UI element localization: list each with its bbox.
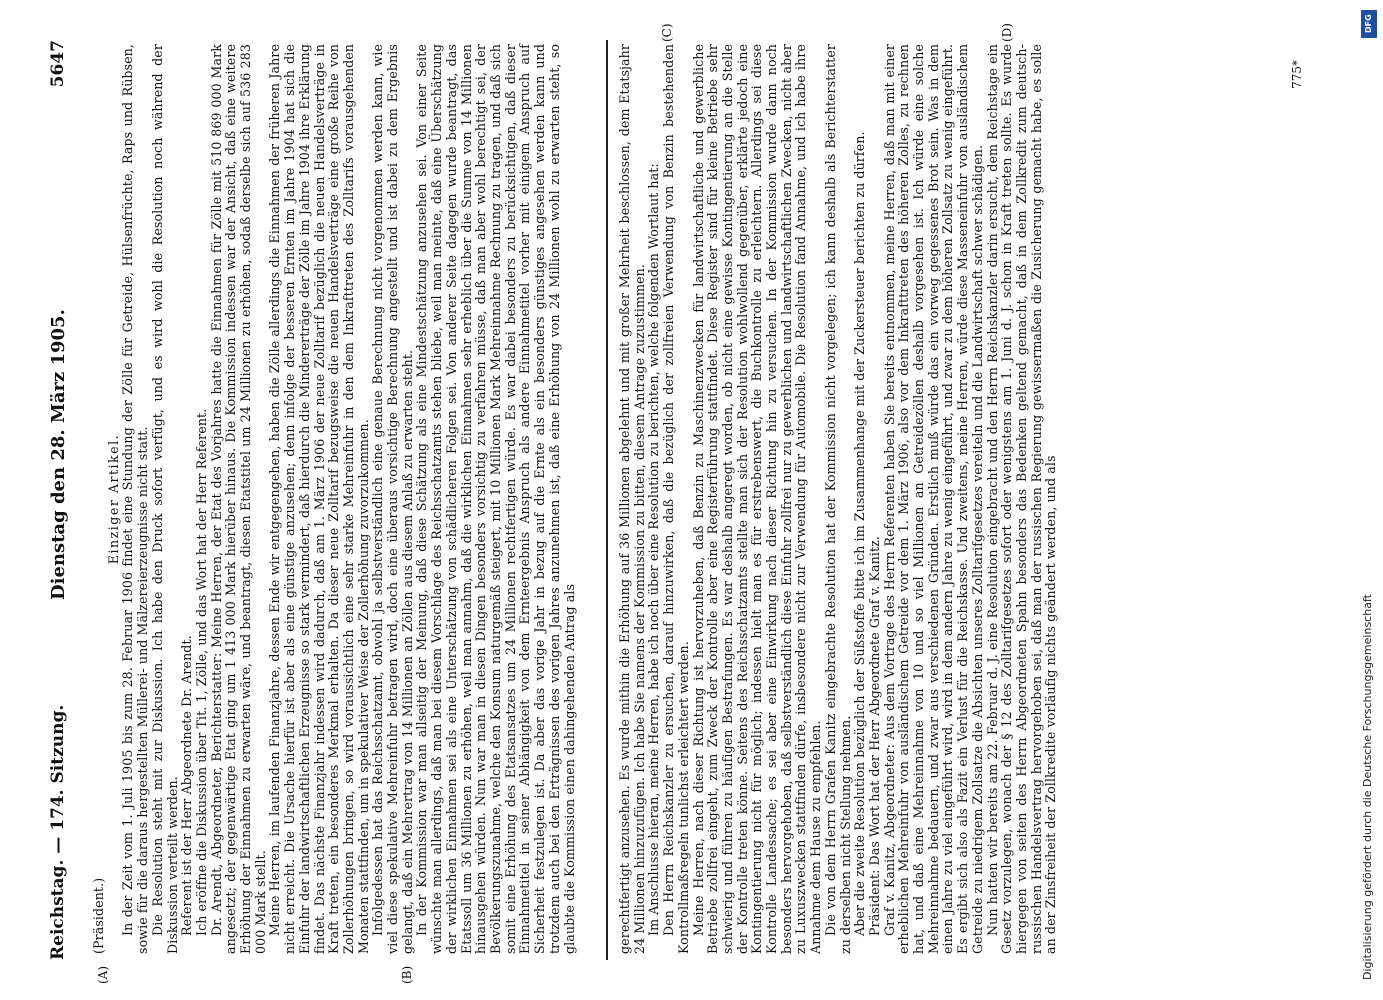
signature-mark: 775*	[1290, 60, 1304, 89]
article-heading: Einziger Artikel.	[105, 433, 121, 565]
digitization-note	[1357, 0, 1377, 1000]
speaker-label: (Präsident.)	[91, 877, 106, 954]
dfg-logo: DFG	[1361, 10, 1377, 38]
quoted-resolution: Den Herrn Reichskanzler zu ersuchen, darauf hinzuwirken, daß die bezüglich der zollfreien Verwendung von Benzin bestehenden Kontrollmaßregeln tunlichst erleichtert werden.	[661, 44, 691, 954]
paragraph: gerechtfertigt anzusehen. Es wurde mithin die Erhöhung auf 36 Millionen abgelehnt und mit großer Mehrheit beschlossen, dem Etatsjahr 24 Millionen hinzuzufügen. Ich habe Sie namens der Kommission zu bitten, diesem Antrage zuzustimmen.	[617, 44, 647, 954]
page-header	[40, 40, 84, 960]
column-left	[92, 44, 597, 954]
column-right	[618, 44, 1308, 954]
paragraph: Infolgedessen hat das Reichsschatzamt, obwohl ja selbstverständlich eine genaue Berechnung nicht vorgenommen werden kann, wie viel diese spekulative Mehreinfuhr betragen wird, doch eine überaus vorsichtige Berechnung angestellt und ist dabei zu dem Ergebnis gelangt, daß ein Mehrertrag von 14 Millionen an Zöllen aus diesem Anlaß zu erwarten steht.	[370, 44, 415, 954]
header-left: Reichstag. — 174. Sitzung.	[48, 704, 68, 960]
paragraph: Die von dem Herrn Grafen Kanitz eingebrachte Resolution hat der Kommission nicht vorgelegen; ich kann deshalb als Berichterstatter zu derselben nicht Stellung nehmen.	[822, 44, 853, 954]
page-number: 5647	[48, 40, 68, 88]
paragraph: Ich eröffne die Diskussion über Tit. 1, Zölle, und das Wort hat der Herr Referent.	[193, 408, 209, 936]
paragraph: Dr. Arendt, Abgeordneter, Berichterstatter: Meine Herren, der Etat des Vorjahres hatte die Einnahmen für Zölle mit 510 869 000 Mark angesetzt; der gegenwärtige Etat ging um 1 413 000 Mark hierüber hinaus. Die Kommission indessen war der Ansicht, daß eine weitere Erhöhung der Einnahmen zu erwarten wäre, und beantragt, diesen Etatstitel um 24 Millionen zu erhöhen, sodaß derselbe sich auf 536 283 000 Mark stellt.	[208, 44, 268, 954]
paragraph: Aber die zweite Resolution bezüglich der Süßstoffe bitte ich im Zusammenhange mit der Zuckersteuer berichten zu dürfen.	[852, 131, 868, 936]
paragraph: Präsident: Das Wort hat der Herr Abgeordnete Graf v. Kanitz.	[866, 535, 882, 936]
paragraph: Nun hatten wir bereits am 22. Februar d. J. eine Resolution eingebracht und den Herrn Reichskanzler darin ersucht, dem Reichstage ein Gesetz vorzulegen, wonach der § 12 des Zolltarifgesetzes sofort oder wenigstens am 1. Juni d. J. schon in Kraft treten sollte. Es wurde hiergegen von seiten des Herrn Abgeordneten Spahn besonders das Bedenken geltend gemacht, daß in dem Zollkredit zum deutsch-russischen Handelsvertrag hervorgehoben sei, daß man der russischen Regierung gewissermaßen die Zusicherung gemacht habe, es solle an der Zinsfreiheit der Zollkredite vorläufig nichts geändert werden, und als	[984, 44, 1059, 954]
paragraph: Meine Herren, nach dieser Richtung ist hervorzuheben, daß Benzin zu Maschinenzwecken für landwirtschaftliche und gewerbliche Betriebe zollfrei eingeht, zum Zweck der Kontrolle aber eine Registerführung stattfindet. Diese Register sind für kleine Betriebe sehr schwierig und führen zu häufigen Bestrafungen. Es war deshalb angeregt worden, ob nicht eine gewisse Kontingentierung an die Stelle der Kontrolle treten könne. Seitens des Reichsschatzamts stellte man sich der Resolution wohlwollend gegenüber, erklärte jedoch eine Kontingentierung nicht für möglich; indessen hielt man es für erstrebenswert, die Buchkontrolle zu erleichtern. Allerdings sei diese Kontrolle Landessache; es sei aber eine Einwirkung nach dieser Richtung hin zu versuchen. In der Kommission wurde dann noch besonders hervorgehoben, daß selbstverständlich diese Einfuhr zollfrei nur zu gewerblichen und landwirtschaftlichen Zwecken, nicht aber zu Luxuszwecken stattfinden dürfe, insbesondere nicht zur Verwendung für Automobile. Die Resolution fand Annahme, und ich habe ihre Annahme dem Hause zu empfehlen.	[690, 44, 824, 954]
paragraph: In der Zeit vom 1. Juli 1905 bis zum 28. Februar 1906 findet eine Stundung der Zölle für Getreide, Hülsenfrüchte, Raps und Rübsen, sowie für die daraus hergestellten Müllerei- und Mälzereierzeugnisse nicht statt.	[120, 44, 151, 954]
column-divider	[606, 40, 608, 960]
paragraph: In der Kommission war man allseitig der Meinung, daß diese Schätzung als eine Mindestschätzung anzusehen sei. Von einer Seite wünschte man allerdings, daß man bei diesem Vorschlage des Reichsschatzamts stehen bliebe, weil man meinte, daß eine Überschätzung der wirklichen Einnahmen sei als eine Unterschätzung von schädlicheren Folgen sei. Von anderer Seite dagegen wurde beantragt, das Etatssoll um 36 Millionen zu erhöhen, weil man annahm, daß die wirklichen Einnahmen sehr erheblich über die Summe von 14 Millionen hinausgehen würden. Nun war man in diesen Dingen besonders vorsichtig zu verfahren müsse, daß man aber wohl berechtigt sei, der Bevölkerungszunahme, welche den Konsum naturgemäß steigert, mit 10 Millionen Mark Mehreinnahme Rechnung zu tragen, und daß sich somit eine Erhöhung des Etatsansatzes um 24 Millionen rechtfertigen würde. Es war dabei besonders zu berücksichtigen, daß dieser Einnahmetitel in seiner Abhängigkeit von dem Ernteergebnis Anspruch als andere Einnahmetitel vorher mit einigem Anspruch auf Sicherheit festzulegen ist. Da aber das vorige Jahr in bezug auf die Ernte als ein besonders günstiges angesehen werden kann und trotzdem auch bei den Erträgnissen des vorigen Jahres anzunehmen ist, daß eine Erhöhung von 24 Millionen wohl zu erwarten steht, so glaubte die Kommission einen dahingehenden Antrag als	[414, 44, 577, 954]
margin-mark-c: (C)	[660, 23, 674, 42]
margin-mark-a: (A)	[96, 965, 110, 984]
margin-mark-b: (B)	[400, 965, 414, 984]
paragraph: Die Resolution steht mit zur Diskussion. Ich habe den Druck sofort verfügt, und es wird wohl die Resolution noch während der Diskussion verteilt werden.	[149, 44, 180, 954]
paragraph: Im Anschlusse hieran, meine Herren, habe ich noch über eine Resolution zu berichten, welche folgenden Wortlaut hat:	[646, 163, 662, 936]
paragraph: Referent ist der Herr Abgeordnete Dr. Arendt.	[179, 635, 195, 936]
paragraph: Graf v. Kanitz, Abgeordneter: Aus dem Vortrage des Herrn Referenten haben Sie bereits entnommen, meine Herren, daß man mit einer erheblichen Mehreinfuhr von ausländischem Getreide vor dem 1. März 1906, also vor dem Inkrafttreten des höheren Zolles, zu rechnen hat, und daß eine Mehreinnahme von 10 und so viel Millionen an Getreidezöllen deshalb vorgesehen ist. Ich würde eine solche Mehreinnahme bedauern, und zwar aus verschiedenen Gründen. Erstlich muß würde das ein vorweg gegessenes Brot sein. Was in dem einen Jahre zu viel eingeführt wird, wird in dem andern Jahre zu wenig eingeführt, und zwar zu dem höheren Zollsatz zu wenig eingeführt. Es ergibt sich also als Fazit ein Verlust für die Reichskasse. Und zweitens, meine Herren, würde diese Masseneinfuhr von ausländischem Getreide zu niedrigem Zollsatze die Absichten unseres Zolltarifgesetzes vereiteln und die Landwirtschaft schwer schädigen.	[881, 44, 985, 954]
header-date: Dienstag den 28. März 1905.	[48, 309, 69, 600]
digitization-note-text: Digitalisierung gefördert durch die Deutsche Forschungsgemeinschaft	[1361, 594, 1374, 980]
paragraph: Meine Herren, im laufenden Finanzjahre, dessen Ende wir entgegengehen, haben die Zölle allerdings die Einnahmen der früheren Jahre nicht erreicht. Die Ursache hierfür ist aber als eine günstige anzusehen; denn infolge der besseren Ernten im Jahre 1904 hat sich die Einfuhr der landwirtschaftlichen Erzeugnisse so stark vermindert, daß hierdurch die Mindererträge der Zölle im Jahre 1904 ihre Erklärung findet. Das nächste Finanzjahr indessen wird dadurch, daß am 1. März 1906 der neue Zolltarif bezüglich die neuen Handelsverträge in Kraft treten, ein besonderes Merkmal erhalten. Da dieser neue Zolltarif bezugsweise die neuen Handelsverträge eine große Reihe von Zollerhöhungen bringen, so wird voraussichtlich eine sehr starke Mehreinfuhr in den dem Inkrafttreten des Zolltarifs vorausgehenden Monaten stattfinden, um in spekulativer Weise der Zollerhöhung zuvorzukommen.	[267, 44, 371, 954]
margin-mark-d: (D)	[1000, 23, 1014, 42]
